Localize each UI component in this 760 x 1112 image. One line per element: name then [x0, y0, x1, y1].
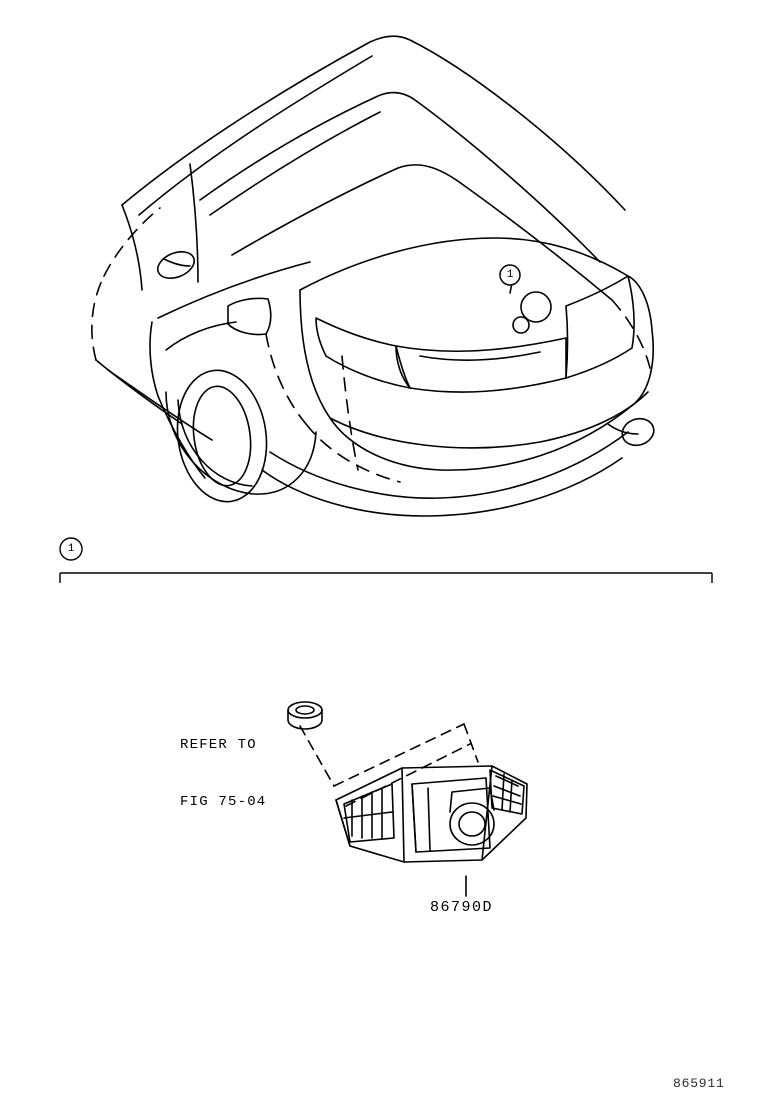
callout-label-legend: 1: [67, 543, 75, 555]
refer-to-line1: REFER TO: [180, 737, 257, 753]
callout-label-vehicle: 1: [506, 269, 514, 281]
refer-to-line2: FIG 75-04: [180, 794, 267, 810]
figure-id: 865911: [673, 1076, 725, 1091]
refer-to-note: [180, 698, 266, 850]
vehicle-rear-outline: [92, 36, 657, 516]
camera-assembly-detail: [288, 702, 527, 896]
legend-rule: [60, 538, 712, 583]
part-number-86790d: 86790D: [430, 899, 494, 916]
